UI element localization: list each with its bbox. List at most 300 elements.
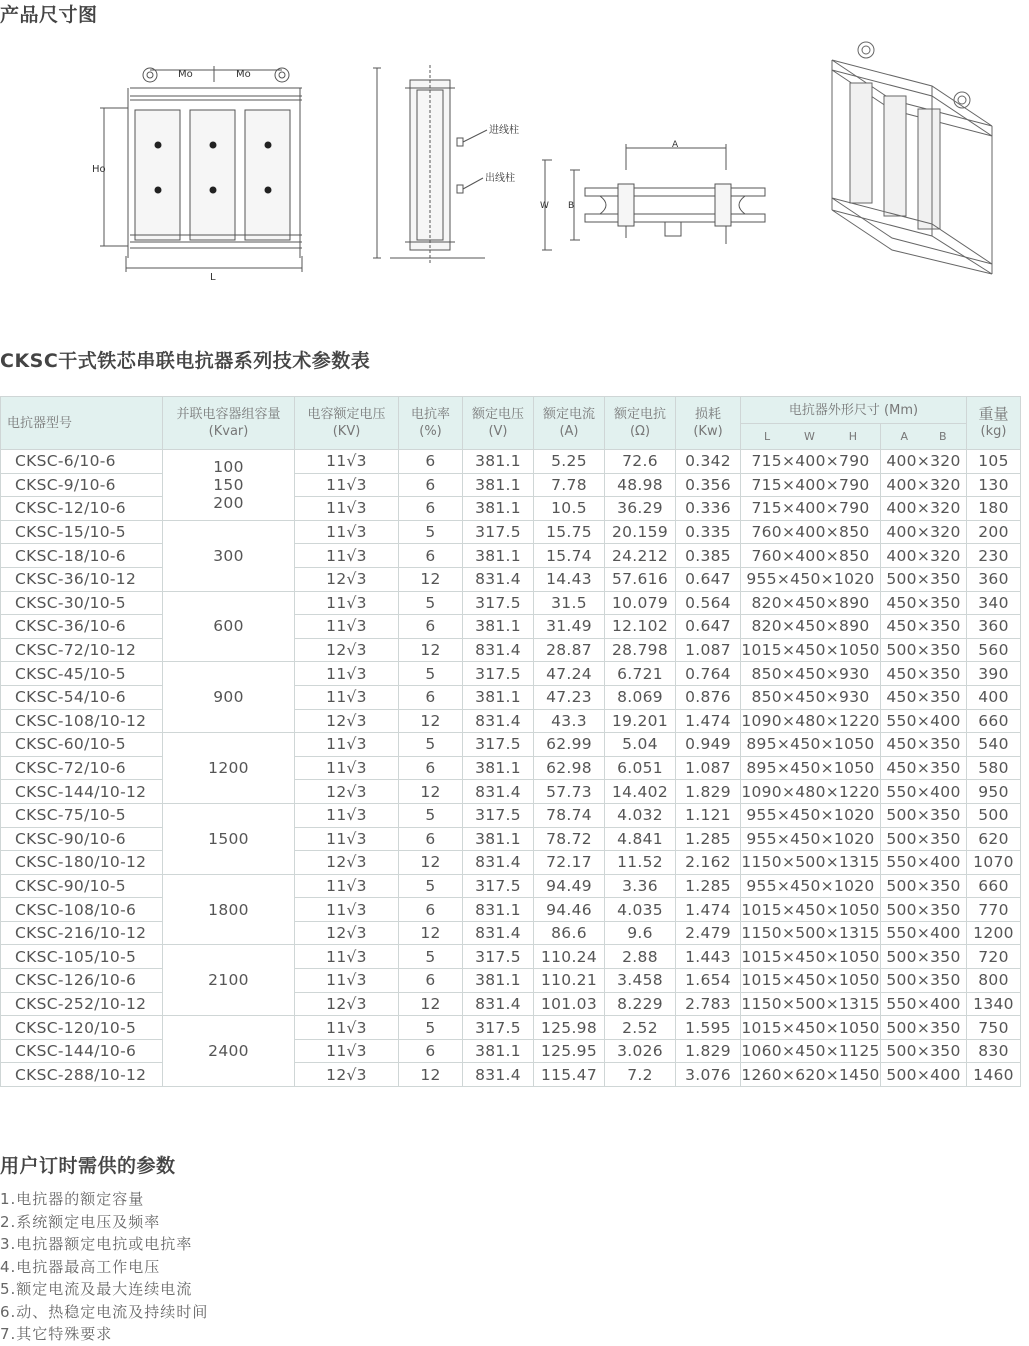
cell-ab: 450×350 <box>881 615 967 639</box>
cell-model: CKSC-36/10-6 <box>1 615 163 639</box>
cell-rate: 5 <box>399 520 463 544</box>
cell-loss: 1.443 <box>676 945 741 969</box>
cell-rate: 6 <box>399 497 463 521</box>
cell-rate: 6 <box>399 450 463 474</box>
cell-model: CKSC-72/10-6 <box>1 756 163 780</box>
cell-capacity <box>163 1016 295 1087</box>
list-item: 6.动、热稳定电流及持续时间 <box>0 1302 209 1321</box>
cell-reactance: 24.212 <box>605 544 676 568</box>
table-row <box>1 780 1021 804</box>
cell-model: CKSC-252/10-12 <box>1 992 163 1016</box>
cell-rate: 6 <box>399 898 463 922</box>
cell-loss: 1.595 <box>676 1016 741 1040</box>
cell-rate: 5 <box>399 1016 463 1040</box>
table-row <box>1 567 1021 591</box>
header-rated-voltage: 额定电压 (V) <box>463 397 534 450</box>
cell-capacity <box>163 662 295 733</box>
cell-model: CKSC-144/10-12 <box>1 780 163 804</box>
cell-ab: 450×350 <box>881 733 967 757</box>
cell-capacity <box>163 803 295 874</box>
cell-rate: 6 <box>399 756 463 780</box>
cell-voltage: 317.5 <box>463 945 534 969</box>
cell-lwh: 1150×500×1315 <box>741 851 881 875</box>
cell-cap-voltage: 12√3 <box>295 851 399 875</box>
cell-model: CKSC-36/10-12 <box>1 567 163 591</box>
cell-cap-voltage: 12√3 <box>295 921 399 945</box>
cell-voltage: 381.1 <box>463 685 534 709</box>
cell-reactance: 72.6 <box>605 450 676 474</box>
cell-reactance: 12.102 <box>605 615 676 639</box>
cell-reactance: 28.798 <box>605 638 676 662</box>
cell-current: 125.98 <box>534 1016 605 1040</box>
cell-cap-voltage: 11√3 <box>295 945 399 969</box>
cell-cap-voltage: 11√3 <box>295 874 399 898</box>
cell-loss: 1.829 <box>676 780 741 804</box>
cell-current: 94.46 <box>534 898 605 922</box>
dim-label-mo-right: Mo <box>236 69 251 80</box>
cell-current: 110.21 <box>534 969 605 993</box>
cell-voltage: 381.1 <box>463 969 534 993</box>
table-row <box>1 1039 1021 1063</box>
cell-weight: 950 <box>967 780 1021 804</box>
cell-loss: 0.335 <box>676 520 741 544</box>
dim-label-ho: Ho <box>92 164 106 175</box>
cell-cap-voltage: 11√3 <box>295 662 399 686</box>
cell-reactance: 4.841 <box>605 827 676 851</box>
cell-rate: 12 <box>399 921 463 945</box>
table-row <box>1 898 1021 922</box>
spec-table <box>0 396 1021 1087</box>
cell-weight: 750 <box>967 1016 1021 1040</box>
cell-weight: 660 <box>967 709 1021 733</box>
cell-current: 10.5 <box>534 497 605 521</box>
header-capacity: 并联电容器组容量 (Kvar) <box>163 397 295 450</box>
cell-current: 101.03 <box>534 992 605 1016</box>
cell-loss: 0.764 <box>676 662 741 686</box>
cell-capacity <box>163 874 295 945</box>
cell-loss: 1.285 <box>676 827 741 851</box>
table-row <box>1 497 1021 521</box>
cell-loss: 0.342 <box>676 450 741 474</box>
cell-loss: 0.356 <box>676 473 741 497</box>
cell-voltage: 317.5 <box>463 662 534 686</box>
table-row <box>1 992 1021 1016</box>
cell-weight: 200 <box>967 520 1021 544</box>
cell-voltage: 831.4 <box>463 638 534 662</box>
cell-cap-voltage: 11√3 <box>295 450 399 474</box>
cell-capacity <box>163 945 295 1016</box>
list-item: 2.系统额定电压及频率 <box>0 1212 161 1231</box>
cell-loss: 0.385 <box>676 544 741 568</box>
cell-voltage: 317.5 <box>463 803 534 827</box>
cell-rate: 5 <box>399 874 463 898</box>
dim-label-b: B <box>568 201 575 211</box>
cell-rate: 12 <box>399 992 463 1016</box>
cell-weight: 230 <box>967 544 1021 568</box>
table-row <box>1 827 1021 851</box>
cell-weight: 360 <box>967 615 1021 639</box>
cell-current: 43.3 <box>534 709 605 733</box>
cell-model: CKSC-12/10-6 <box>1 497 163 521</box>
cell-lwh: 1015×450×1050 <box>741 638 881 662</box>
cell-rate: 6 <box>399 544 463 568</box>
cell-weight: 800 <box>967 969 1021 993</box>
cell-cap-voltage: 11√3 <box>295 733 399 757</box>
cell-lwh: 895×450×1050 <box>741 756 881 780</box>
cell-weight: 660 <box>967 874 1021 898</box>
cell-model: CKSC-60/10-5 <box>1 733 163 757</box>
cell-reactance: 14.402 <box>605 780 676 804</box>
cell-model: CKSC-45/10-5 <box>1 662 163 686</box>
cell-current: 62.98 <box>534 756 605 780</box>
table-row <box>1 709 1021 733</box>
cell-weight: 390 <box>967 662 1021 686</box>
cell-rate: 5 <box>399 945 463 969</box>
header-rated-reactance: 额定电抗 (Ω) <box>605 397 676 450</box>
cell-current: 86.6 <box>534 921 605 945</box>
cell-lwh: 820×450×890 <box>741 591 881 615</box>
cell-ab: 550×400 <box>881 851 967 875</box>
cell-current: 62.99 <box>534 733 605 757</box>
cell-loss: 0.647 <box>676 615 741 639</box>
cell-cap-voltage: 12√3 <box>295 780 399 804</box>
table-row <box>1 733 1021 757</box>
capacity-value: 600 <box>213 617 244 636</box>
cell-model: CKSC-180/10-12 <box>1 851 163 875</box>
cell-voltage: 381.1 <box>463 544 534 568</box>
cell-current: 47.23 <box>534 685 605 709</box>
cell-lwh: 715×400×790 <box>741 473 881 497</box>
cell-loss: 1.285 <box>676 874 741 898</box>
cell-cap-voltage: 12√3 <box>295 638 399 662</box>
cell-lwh: 955×450×1020 <box>741 803 881 827</box>
cell-lwh: 715×400×790 <box>741 450 881 474</box>
cell-capacity <box>163 733 295 804</box>
cell-loss: 1.829 <box>676 1039 741 1063</box>
cell-cap-voltage: 11√3 <box>295 803 399 827</box>
cell-cap-voltage: 11√3 <box>295 898 399 922</box>
cell-current: 5.25 <box>534 450 605 474</box>
cell-current: 15.75 <box>534 520 605 544</box>
cell-voltage: 317.5 <box>463 874 534 898</box>
cell-rate: 5 <box>399 803 463 827</box>
table-row <box>1 638 1021 662</box>
cell-model: CKSC-15/10-5 <box>1 520 163 544</box>
cell-voltage: 831.4 <box>463 1063 534 1087</box>
dim-label-a: A <box>672 140 679 150</box>
dim-label-l: L <box>210 272 216 280</box>
cell-lwh: 1150×500×1315 <box>741 921 881 945</box>
cell-weight: 500 <box>967 803 1021 827</box>
cell-current: 94.49 <box>534 874 605 898</box>
cell-model: CKSC-18/10-6 <box>1 544 163 568</box>
capacity-value: 2100 <box>208 971 249 990</box>
cell-rate: 5 <box>399 662 463 686</box>
list-item: 1.电抗器的额定容量 <box>0 1190 145 1208</box>
cell-lwh: 760×400×850 <box>741 520 881 544</box>
header-dims-lwh: L W H <box>741 424 881 450</box>
table-row <box>1 921 1021 945</box>
cell-voltage: 831.4 <box>463 780 534 804</box>
cell-voltage: 381.1 <box>463 497 534 521</box>
cell-voltage: 381.1 <box>463 827 534 851</box>
capacity-value: 300 <box>213 546 244 565</box>
cell-rate: 6 <box>399 685 463 709</box>
list-item: 5.额定电流及最大连续电流 <box>0 1280 193 1298</box>
cell-ab: 550×400 <box>881 709 967 733</box>
capacity-value: 1200 <box>208 759 249 778</box>
cell-cap-voltage: 11√3 <box>295 591 399 615</box>
capacity-value: 100 <box>213 457 244 476</box>
cell-current: 47.24 <box>534 662 605 686</box>
header-reactance-rate: 电抗率 (%) <box>399 397 463 450</box>
cell-weight: 340 <box>967 591 1021 615</box>
cell-reactance: 8.229 <box>605 992 676 1016</box>
cell-rate: 6 <box>399 969 463 993</box>
cell-model: CKSC-288/10-12 <box>1 1063 163 1087</box>
cell-cap-voltage: 12√3 <box>295 992 399 1016</box>
cell-current: 72.17 <box>534 851 605 875</box>
cell-model: CKSC-90/10-6 <box>1 827 163 851</box>
cell-voltage: 317.5 <box>463 591 534 615</box>
cell-ab: 450×350 <box>881 685 967 709</box>
cell-model: CKSC-9/10-6 <box>1 473 163 497</box>
cell-model: CKSC-54/10-6 <box>1 685 163 709</box>
cell-lwh: 1260×620×1450 <box>741 1063 881 1087</box>
cell-loss: 0.949 <box>676 733 741 757</box>
cell-loss: 0.564 <box>676 591 741 615</box>
cell-rate: 12 <box>399 638 463 662</box>
capacity-value: 200 <box>213 493 244 512</box>
cell-current: 115.47 <box>534 1063 605 1087</box>
cell-loss: 0.647 <box>676 567 741 591</box>
cell-reactance: 19.201 <box>605 709 676 733</box>
cell-voltage: 381.1 <box>463 450 534 474</box>
cell-capacity <box>163 591 295 662</box>
cell-voltage: 831.1 <box>463 898 534 922</box>
table-row <box>1 615 1021 639</box>
cell-loss: 2.783 <box>676 992 741 1016</box>
cell-reactance: 6.051 <box>605 756 676 780</box>
cell-loss: 1.087 <box>676 756 741 780</box>
cell-model: CKSC-108/10-12 <box>1 709 163 733</box>
cell-model: CKSC-72/10-12 <box>1 638 163 662</box>
cell-rate: 5 <box>399 591 463 615</box>
cell-cap-voltage: 11√3 <box>295 1039 399 1063</box>
cell-lwh: 1090×480×1220 <box>741 709 881 733</box>
cell-model: CKSC-144/10-6 <box>1 1039 163 1063</box>
cell-lwh: 895×450×1050 <box>741 733 881 757</box>
cell-reactance: 5.04 <box>605 733 676 757</box>
cell-weight: 770 <box>967 898 1021 922</box>
cell-model: CKSC-108/10-6 <box>1 898 163 922</box>
cell-lwh: 955×450×1020 <box>741 874 881 898</box>
cell-lwh: 1090×480×1220 <box>741 780 881 804</box>
cell-model: CKSC-126/10-6 <box>1 969 163 993</box>
cell-cap-voltage: 11√3 <box>295 473 399 497</box>
capacity-value: 900 <box>213 688 244 707</box>
cell-lwh: 760×400×850 <box>741 544 881 568</box>
cell-capacity <box>163 450 295 521</box>
cell-reactance: 48.98 <box>605 473 676 497</box>
cell-weight: 130 <box>967 473 1021 497</box>
cell-lwh: 850×450×930 <box>741 685 881 709</box>
cell-model: CKSC-120/10-5 <box>1 1016 163 1040</box>
cell-ab: 500×350 <box>881 638 967 662</box>
cell-ab: 400×320 <box>881 497 967 521</box>
cell-ab: 500×350 <box>881 945 967 969</box>
cell-ab: 500×350 <box>881 874 967 898</box>
header-dimensions: 电抗器外形尺寸 (Mm) <box>741 397 967 424</box>
cell-cap-voltage: 11√3 <box>295 1016 399 1040</box>
cell-current: 14.43 <box>534 567 605 591</box>
cell-reactance: 11.52 <box>605 851 676 875</box>
cell-voltage: 831.4 <box>463 921 534 945</box>
cell-model: CKSC-216/10-12 <box>1 921 163 945</box>
cell-reactance: 57.616 <box>605 567 676 591</box>
cell-ab: 500×350 <box>881 1016 967 1040</box>
cell-weight: 720 <box>967 945 1021 969</box>
cell-voltage: 381.1 <box>463 473 534 497</box>
cell-rate: 6 <box>399 473 463 497</box>
cell-lwh: 715×400×790 <box>741 497 881 521</box>
cell-loss: 1.087 <box>676 638 741 662</box>
cell-weight: 830 <box>967 1039 1021 1063</box>
section-title-order-params: 用户订时需供的参数 <box>0 1155 176 1177</box>
cell-model: CKSC-75/10-5 <box>1 803 163 827</box>
cell-loss: 1.121 <box>676 803 741 827</box>
dim-label-mo-left: Mo <box>178 69 193 80</box>
cell-lwh: 1150×500×1315 <box>741 992 881 1016</box>
cell-ab: 500×350 <box>881 803 967 827</box>
table-row <box>1 662 1021 686</box>
top-view-drawing <box>540 140 770 265</box>
cell-ab: 500×350 <box>881 567 967 591</box>
list-item: 4.电抗器最高工作电压 <box>0 1257 161 1276</box>
cell-cap-voltage: 11√3 <box>295 615 399 639</box>
cell-cap-voltage: 11√3 <box>295 969 399 993</box>
cell-cap-voltage: 11√3 <box>295 544 399 568</box>
list-item: 7.其它特殊要求 <box>0 1325 113 1343</box>
cell-reactance: 10.079 <box>605 591 676 615</box>
cell-rate: 12 <box>399 851 463 875</box>
cell-lwh: 955×450×1020 <box>741 827 881 851</box>
cell-capacity <box>163 520 295 591</box>
cell-current: 15.74 <box>534 544 605 568</box>
capacity-value: 2400 <box>208 1042 249 1061</box>
cell-cap-voltage: 11√3 <box>295 520 399 544</box>
header-model: 电抗器型号 <box>1 397 163 450</box>
cell-current: 31.49 <box>534 615 605 639</box>
cell-model: CKSC-105/10-5 <box>1 945 163 969</box>
cell-weight: 180 <box>967 497 1021 521</box>
cell-cap-voltage: 11√3 <box>295 497 399 521</box>
table-row <box>1 851 1021 875</box>
cell-loss: 1.474 <box>676 898 741 922</box>
cell-reactance: 6.721 <box>605 662 676 686</box>
header-dims-ab: A B <box>881 424 967 450</box>
side-view-drawing <box>365 60 545 270</box>
cell-current: 110.24 <box>534 945 605 969</box>
section-title-dimensions: 产品尺寸图 <box>0 4 98 26</box>
cell-reactance: 3.458 <box>605 969 676 993</box>
cell-rate: 6 <box>399 615 463 639</box>
cell-reactance: 3.026 <box>605 1039 676 1063</box>
cell-loss: 0.336 <box>676 497 741 521</box>
cell-lwh: 850×450×930 <box>741 662 881 686</box>
cell-weight: 105 <box>967 450 1021 474</box>
table-row <box>1 969 1021 993</box>
table-row <box>1 544 1021 568</box>
cell-reactance: 8.069 <box>605 685 676 709</box>
header-rated-current: 额定电流 (A) <box>534 397 605 450</box>
cell-ab: 400×320 <box>881 520 967 544</box>
cell-model: CKSC-90/10-5 <box>1 874 163 898</box>
list-item: 3.电抗器额定电抗或电抗率 <box>0 1235 193 1253</box>
table-row <box>1 1063 1021 1087</box>
header-weight: 重量 (kg) <box>967 397 1021 450</box>
cell-ab: 550×400 <box>881 780 967 804</box>
cell-loss: 0.876 <box>676 685 741 709</box>
cell-weight: 360 <box>967 567 1021 591</box>
cell-ab: 450×350 <box>881 591 967 615</box>
cell-ab: 500×400 <box>881 1063 967 1087</box>
cell-cap-voltage: 12√3 <box>295 567 399 591</box>
cell-weight: 1460 <box>967 1063 1021 1087</box>
table-row <box>1 1016 1021 1040</box>
cell-rate: 12 <box>399 1063 463 1087</box>
table-row <box>1 473 1021 497</box>
table-row <box>1 945 1021 969</box>
cell-reactance: 2.88 <box>605 945 676 969</box>
table-row <box>1 520 1021 544</box>
cell-ab: 500×350 <box>881 827 967 851</box>
cell-reactance: 9.6 <box>605 921 676 945</box>
cell-rate: 12 <box>399 567 463 591</box>
cell-rate: 6 <box>399 1039 463 1063</box>
cell-loss: 2.479 <box>676 921 741 945</box>
table-row <box>1 450 1021 474</box>
cell-ab: 400×320 <box>881 473 967 497</box>
cell-ab: 550×400 <box>881 992 967 1016</box>
cell-reactance: 4.035 <box>605 898 676 922</box>
front-view-drawing <box>90 60 320 280</box>
cell-reactance: 20.159 <box>605 520 676 544</box>
cell-ab: 500×350 <box>881 1039 967 1063</box>
cell-ab: 500×350 <box>881 969 967 993</box>
cell-ab: 400×320 <box>881 450 967 474</box>
cell-lwh: 1015×450×1050 <box>741 969 881 993</box>
cell-rate: 12 <box>399 709 463 733</box>
cell-model: CKSC-6/10-6 <box>1 450 163 474</box>
table-row <box>1 685 1021 709</box>
cell-cap-voltage: 11√3 <box>295 756 399 780</box>
capacity-value: 1500 <box>208 829 249 848</box>
section-title-spec-table: CKSC干式铁芯串联电抗器系列技术参数表 <box>0 350 371 372</box>
capacity-value: 150 <box>213 475 244 494</box>
cell-model: CKSC-30/10-5 <box>1 591 163 615</box>
isometric-view-drawing <box>822 38 1002 278</box>
cell-reactance: 36.29 <box>605 497 676 521</box>
cell-loss: 3.076 <box>676 1063 741 1087</box>
cell-cap-voltage: 11√3 <box>295 827 399 851</box>
cell-ab: 450×350 <box>881 662 967 686</box>
cell-lwh: 1015×450×1050 <box>741 1016 881 1040</box>
label-inlet-terminal: 进线柱 <box>489 125 519 136</box>
cell-ab: 400×320 <box>881 544 967 568</box>
cell-reactance: 4.032 <box>605 803 676 827</box>
cell-voltage: 381.1 <box>463 615 534 639</box>
